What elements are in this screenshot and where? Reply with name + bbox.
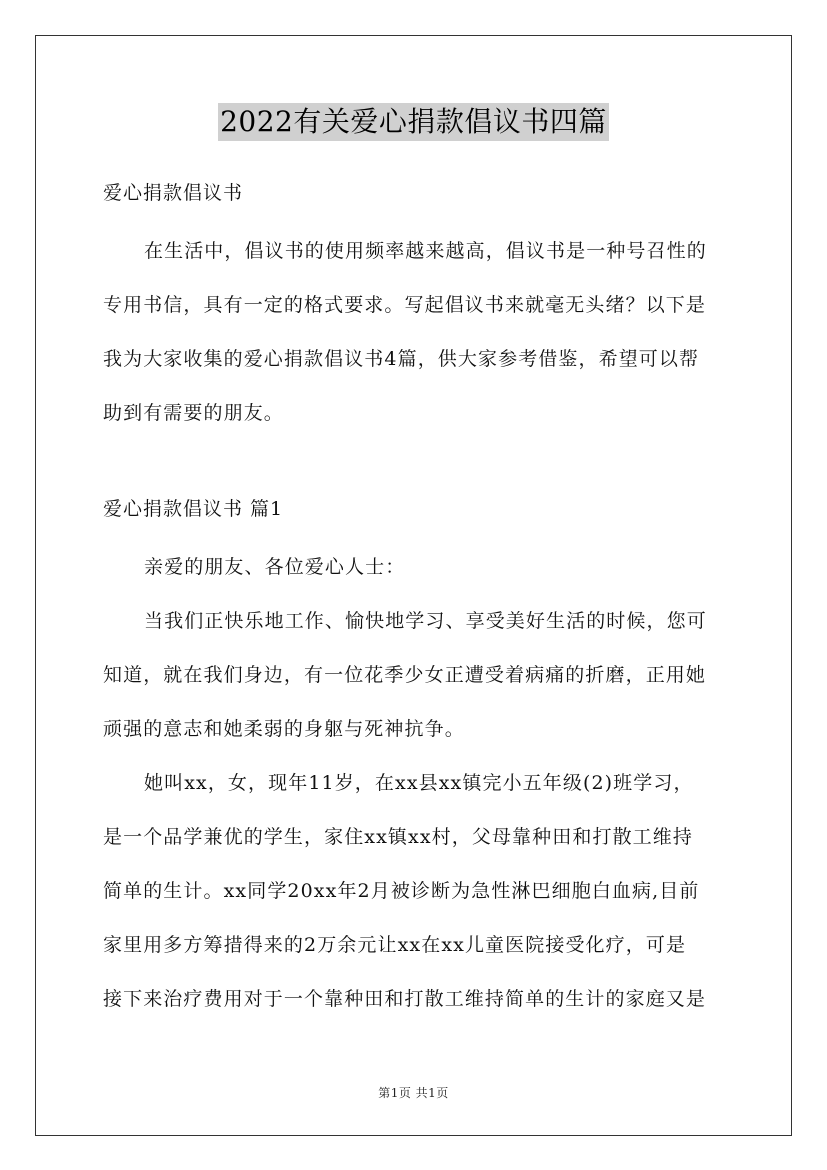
paragraph-line: 家里用多方筹措得来的2万余元让xx在xx儿童医院接受化疗，可是 <box>103 934 687 956</box>
title-container <box>0 103 827 141</box>
paragraph-line: 是一个品学兼优的学生，家住xx镇xx村，父母靠种田和打散工维持 <box>103 826 693 848</box>
page-footer: 第1页 共1页 <box>378 1086 449 1100</box>
document-body <box>103 170 729 1026</box>
section-heading: 爱心捐款倡议书 篇1 <box>103 498 284 520</box>
paragraph-line: 接下来治疗费用对于一个靠种田和打散工维持简单的生计的家庭又是 <box>103 988 707 1010</box>
paragraph-line: 顽强的意志和她柔弱的身躯与死神抗争。 <box>103 718 465 740</box>
paragraph-line: 当我们正快乐地工作、愉快地学习、享受美好生活的时候，您可 <box>144 610 707 632</box>
salutation: 亲爱的朋友、各位爱心人士： <box>144 556 406 578</box>
intro-line: 在生活中，倡议书的使用频率越来越高，倡议书是一种号召性的 <box>144 240 707 262</box>
intro-line: 我为大家收集的爱心捐款倡议书4篇，供大家参考借鉴，希望可以帮 <box>103 348 700 370</box>
paragraph-line: 简单的生计。xx同学20xx年2月被诊断为急性淋巴细胞白血病,目前 <box>103 880 700 902</box>
intro-line: 专用书信，具有一定的格式要求。写起倡议书来就毫无头绪？以下是 <box>103 294 707 316</box>
document-title: 2022有关爱心捐款倡议书四篇 <box>218 103 609 141</box>
paragraph-line: 她叫xx，女，现年11岁，在xx县xx镇完小五年级(2)班学习， <box>144 772 694 794</box>
intro-line: 助到有需要的朋友。 <box>103 402 284 424</box>
paragraph-line: 知道，就在我们身边，有一位花季少女正遭受着病痛的折磨，正用她 <box>103 664 707 686</box>
intro-heading: 爱心捐款倡议书 <box>103 182 244 204</box>
